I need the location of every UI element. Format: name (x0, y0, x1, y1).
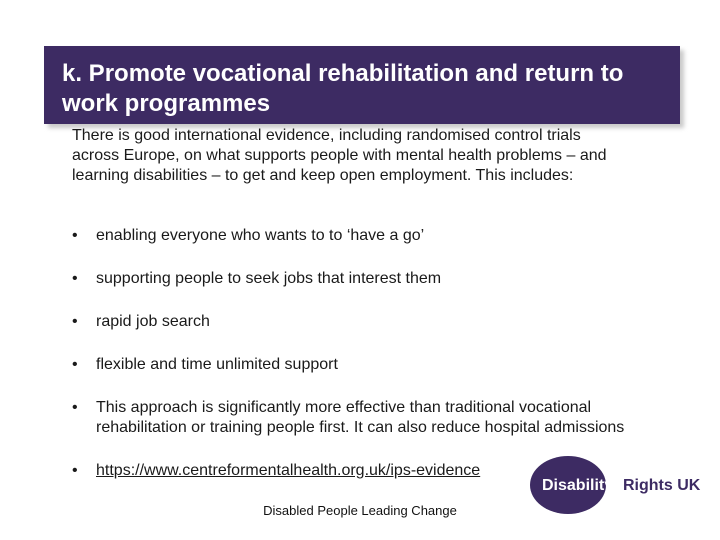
bullet-item (72, 398, 632, 438)
slide-title: k. Promote vocational rehabilitation and return to work programmes (62, 60, 624, 117)
logo-word-disability: Disability (542, 477, 614, 494)
bullet-item (72, 355, 632, 375)
bullet-item (72, 312, 632, 332)
bullet-dot: • (72, 227, 78, 244)
intro-paragraph: There is good international evidence, including randomised control trials across Europe, on what supports people with mental health problems – and learning disabilities – to get and keep open employment. This includes: (72, 127, 607, 184)
logo-word-rights-uk: Rights UK (623, 477, 701, 494)
bullet-text: This approach is significantly more effective than traditional vocational rehabilitation or training people first. It can also reduce hospital admissions (96, 399, 625, 436)
bullet-text: rapid job search (96, 313, 210, 330)
bullet-dot: • (72, 270, 78, 287)
bullet-text: enabling everyone who wants to to ‘have a go’ (96, 227, 425, 244)
footer-tagline: Disabled People Leading Change (263, 503, 457, 518)
bullet-dot: • (72, 313, 78, 330)
bullet-item (72, 269, 632, 289)
bullet-dot: • (72, 356, 78, 373)
bullet-text: flexible and time unlimited support (96, 356, 338, 373)
bullet-dot: • (72, 462, 78, 479)
evidence-link[interactable]: https://www.centreformentalhealth.org.uk/ips-evidence (96, 462, 481, 479)
bullet-item (72, 226, 632, 246)
bullet-text: supporting people to seek jobs that interest them (96, 270, 442, 287)
bullet-dot: • (72, 399, 78, 416)
